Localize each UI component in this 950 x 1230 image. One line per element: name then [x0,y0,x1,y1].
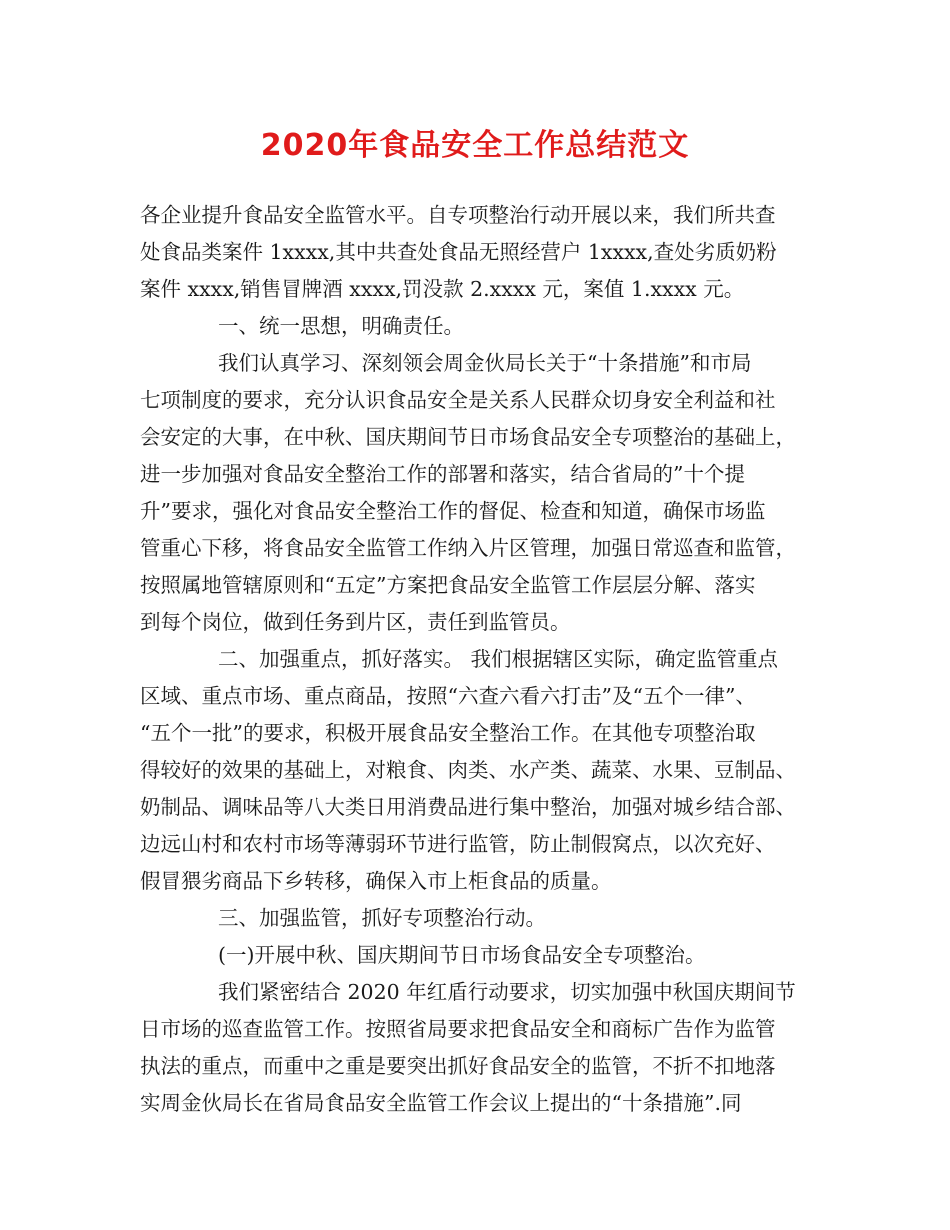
text-line: 得较好的效果的基础上，对粮食、肉类、水产类、蔬菜、水果、豆制品、 [140,758,796,782]
text-line: 二、加强重点，抓好落实。 我们根据辖区实际，确定监管重点 [218,647,779,671]
text-line: 我们认真学习、深刻领会周金伙局长关于“十条措施”和市局 [218,351,752,375]
text-line: 管重心下移，将食品安全监管工作纳入片区管理，加强日常巡查和监管， [140,536,796,560]
text-line: 执法的重点，而重中之重是要突出抓好食品安全的监管，不折不扣地落 [140,1054,776,1078]
document-title: 2020年食品安全工作总结范文 [260,128,690,163]
text-line: 案件 xxxx,销售冒牌酒 xxxx,罚没款 2.xxxx 元，案值 1.xxxx 元。 [140,277,745,301]
document-body [140,197,812,1122]
text-line: 处食品类案件 1xxxx,其中共查处食品无照经营户 1xxxx,查处劣质奶粉 [140,240,777,264]
text-line: 奶制品、调味品等八大类日用消费品进行集中整治，加强对城乡结合部、 [140,795,796,819]
text-line: 进一步加强对食品安全整治工作的部署和落实，结合省局的”十个提 [140,462,745,486]
text-line: 实周金伙局长在省局食品安全监管工作会议上提出的“十条措施”.同 [140,1091,742,1115]
text-line: 七项制度的要求，充分认识食品安全是关系人民群众切身安全利益和社 [140,388,776,412]
text-line: (一)开展中秋、国庆期间节日市场食品安全专项整治。 [218,943,706,967]
text-line: 一、统一思想，明确责任。 [218,314,464,338]
text-line: 三、加强监管，抓好专项整治行动。 [218,906,546,930]
text-line: 边远山村和农村市场等薄弱环节进行监管，防止制假窝点，以次充好、 [140,832,776,856]
text-line: 按照属地管辖原则和“五定”方案把食品安全监管工作层层分解、落实 [140,573,756,597]
text-line: 到每个岗位，做到任务到片区，责任到监管员。 [140,610,571,634]
text-line: 区域、重点市场、重点商品，按照“六查六看六打击”及“五个一律”、 [140,684,756,708]
text-line: 我们紧密结合 2020 年红盾行动要求，切实加强中秋国庆期间节 [218,980,796,1004]
text-line: 各企业提升食品安全监管水平。自专项整治行动开展以来，我们所共查 [140,203,776,227]
text-line: 日市场的巡查监管工作。按照省局要求把食品安全和商标广告作为监管 [140,1017,776,1041]
text-line: “五个一批”的要求，积极开展食品安全整治工作。在其他专项整治取 [140,721,756,745]
text-line: 假冒猥劣商品下乡转移，确保入市上柜食品的质量。 [140,869,612,893]
text-line: 会安定的大事，在中秋、国庆期间节日市场食品安全专项整治的基础上， [140,425,796,449]
text-line: 升”要求，强化对食品安全整治工作的督促、检查和知道，确保市场监 [140,499,766,523]
